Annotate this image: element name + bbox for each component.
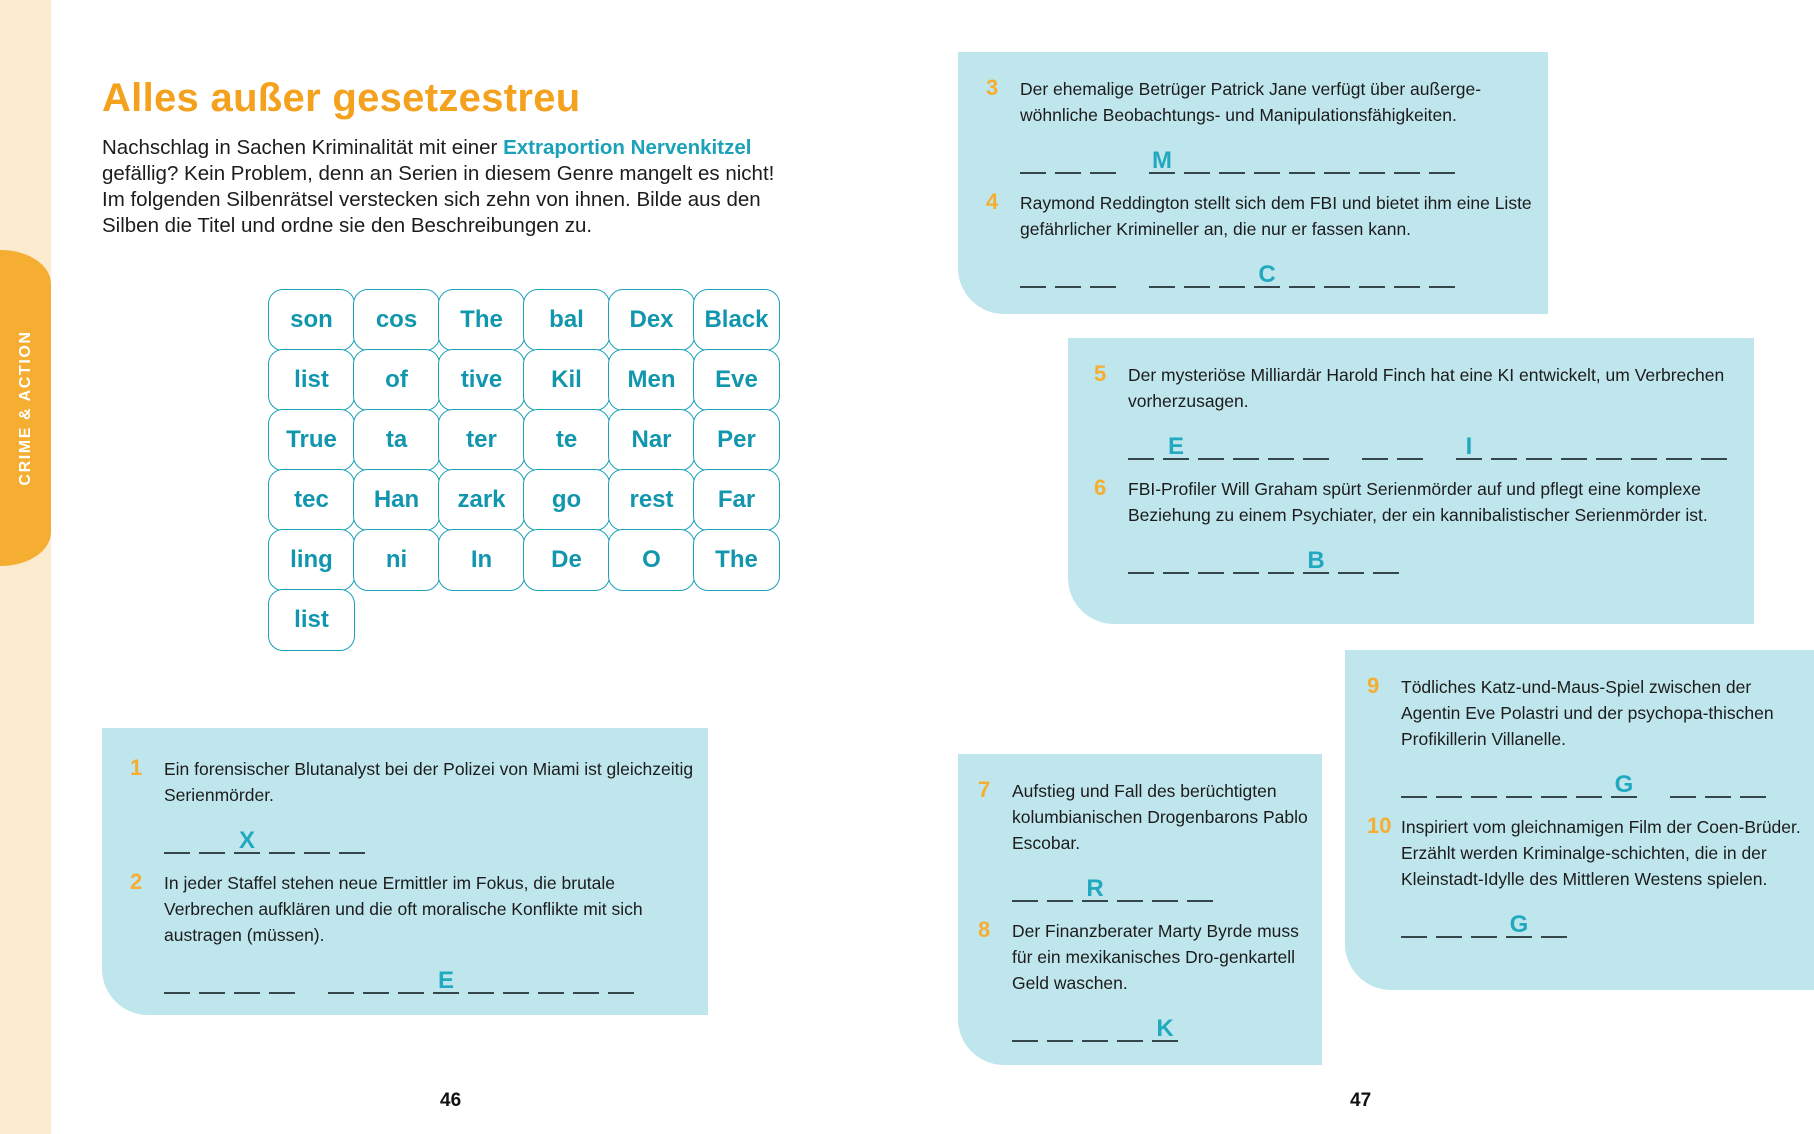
letter-blank[interactable] xyxy=(608,964,634,994)
hint-letter: G xyxy=(1509,911,1529,938)
syllable-tile[interactable]: go xyxy=(523,469,610,531)
syllable-tile[interactable]: tive xyxy=(438,349,525,411)
page-number-right: 47 xyxy=(1350,1090,1372,1111)
letter-blank[interactable] xyxy=(1740,768,1766,798)
answer-word xyxy=(1020,144,1125,174)
question-7 xyxy=(978,778,1322,902)
syllable-tile[interactable]: Nar xyxy=(608,409,695,471)
question-6 xyxy=(1094,476,1754,574)
question-number: 1 xyxy=(130,755,143,780)
syllable-grid xyxy=(269,290,779,650)
letter-blank[interactable] xyxy=(1373,544,1399,574)
letter-blank[interactable] xyxy=(1268,430,1294,460)
page-title: Alles außer gesetzestreu xyxy=(102,76,581,120)
answer-blanks xyxy=(1401,764,1814,798)
letter-blank[interactable] xyxy=(1020,258,1046,288)
letter-blank[interactable] xyxy=(1324,144,1350,174)
answer-blanks xyxy=(1012,868,1322,902)
letter-blank[interactable] xyxy=(1187,872,1213,902)
letter-blank[interactable] xyxy=(1701,430,1727,460)
letter-blank[interactable] xyxy=(1090,144,1116,174)
syllable-tile[interactable]: Kil xyxy=(523,349,610,411)
letter-blank[interactable] xyxy=(1362,430,1388,460)
letter-blank[interactable] xyxy=(1163,430,1189,460)
intro-text-start: Nachschlag in Sachen Kriminalität mit einer xyxy=(102,136,504,159)
page-edge-strip xyxy=(0,0,51,1134)
letter-blank[interactable] xyxy=(234,964,260,994)
intro-highlight: Extraportion Nervenkitzel xyxy=(503,136,752,159)
answer-blanks xyxy=(1020,254,1548,288)
letter-blank[interactable] xyxy=(1436,768,1462,798)
syllable-tile[interactable]: Per xyxy=(693,409,780,471)
answer-blanks xyxy=(1128,426,1754,460)
syllable-tile[interactable]: Black xyxy=(693,289,780,351)
answer-word xyxy=(1020,258,1125,288)
syllable-tile[interactable]: Men xyxy=(608,349,695,411)
question-number: 9 xyxy=(1367,673,1380,698)
letter-blank[interactable] xyxy=(468,964,494,994)
letter-blank[interactable] xyxy=(1117,1012,1143,1042)
letter-blank[interactable] xyxy=(1233,544,1259,574)
letter-blank[interactable] xyxy=(1429,144,1455,174)
page-number-left: 46 xyxy=(440,1090,462,1111)
question-card-9-10 xyxy=(1345,650,1814,990)
hint-letter: C xyxy=(1258,261,1276,288)
syllable-tile[interactable]: tec xyxy=(268,469,355,531)
syllable-tile[interactable]: zark xyxy=(438,469,525,531)
question-number: 6 xyxy=(1094,475,1107,500)
syllable-tile[interactable]: te xyxy=(523,409,610,471)
letter-blank[interactable] xyxy=(1219,258,1245,288)
letter-blank[interactable] xyxy=(538,964,564,994)
question-number: 3 xyxy=(986,75,999,100)
letter-blank[interactable] xyxy=(1082,872,1108,902)
question-number: 7 xyxy=(978,777,991,802)
letter-blank[interactable] xyxy=(1012,1012,1038,1042)
question-1 xyxy=(130,756,708,854)
question-card-3-4 xyxy=(958,52,1548,314)
letter-blank[interactable] xyxy=(199,964,225,994)
answer-word xyxy=(1670,768,1775,798)
answer-word xyxy=(164,824,374,854)
syllable-tile[interactable]: O xyxy=(608,529,695,591)
hint-letter: B xyxy=(1307,547,1325,574)
letter-blank[interactable] xyxy=(1471,908,1497,938)
syllable-tile[interactable]: De xyxy=(523,529,610,591)
letter-blank[interactable] xyxy=(1526,430,1552,460)
letter-blank[interactable] xyxy=(1491,430,1517,460)
syllable-tile[interactable]: Dex xyxy=(608,289,695,351)
letter-blank[interactable] xyxy=(1152,1012,1178,1042)
letter-blank[interactable] xyxy=(1184,144,1210,174)
letter-blank[interactable] xyxy=(1082,1012,1108,1042)
letter-blank[interactable] xyxy=(398,964,424,994)
letter-blank[interactable] xyxy=(1149,144,1175,174)
letter-blank[interactable] xyxy=(573,964,599,994)
answer-word xyxy=(1149,258,1464,288)
letter-blank[interactable] xyxy=(164,824,190,854)
letter-blank[interactable] xyxy=(1338,544,1364,574)
hint-letter: G xyxy=(1614,771,1634,798)
letter-blank[interactable] xyxy=(1149,258,1175,288)
letter-blank[interactable] xyxy=(1436,908,1462,938)
question-5 xyxy=(1094,362,1754,460)
question-text: Inspiriert vom gleichnamigen Film der Coen-Brüder. Erzählt werden Kriminalge-schichten, die in der Kleinstadt-Idylle des Mittleren Westens spielen. xyxy=(1401,817,1801,889)
letter-blank[interactable] xyxy=(328,964,354,994)
syllable-tile[interactable]: Far xyxy=(693,469,780,531)
letter-blank[interactable] xyxy=(1303,430,1329,460)
letter-blank[interactable] xyxy=(1506,768,1532,798)
question-4 xyxy=(986,190,1548,288)
letter-blank[interactable] xyxy=(1047,1012,1073,1042)
question-card-1-2 xyxy=(102,728,708,1015)
hint-letter: E xyxy=(437,967,454,994)
letter-blank[interactable] xyxy=(1020,144,1046,174)
syllable-tile[interactable]: list xyxy=(268,589,355,651)
letter-blank[interactable] xyxy=(269,964,295,994)
letter-blank[interactable] xyxy=(1233,430,1259,460)
letter-blank[interactable] xyxy=(1254,144,1280,174)
answer-word xyxy=(1401,908,1576,938)
letter-blank[interactable] xyxy=(1324,258,1350,288)
question-card-7-8 xyxy=(958,754,1322,1065)
letter-blank[interactable] xyxy=(1090,258,1116,288)
question-text: Raymond Reddington stellt sich dem FBI und bietet ihm eine Liste gefährlicher Krimineller an, die nur er fassen kann. xyxy=(1020,193,1532,239)
question-3 xyxy=(986,76,1548,174)
question-10 xyxy=(1367,814,1814,938)
letter-blank[interactable] xyxy=(1471,768,1497,798)
answer-blanks xyxy=(164,820,708,854)
syllable-tile[interactable]: cos xyxy=(353,289,440,351)
question-text: Ein forensischer Blutanalyst bei der Polizei von Miami ist gleichzeitig Serienmörder. xyxy=(164,759,694,805)
question-text: FBI-Profiler Will Graham spürt Serienmörder auf und pflegt eine komplexe Beziehung zu einem Psychiater, der ein kannibalistischer Serienmörder ist. xyxy=(1128,479,1708,525)
syllable-tile[interactable]: ter xyxy=(438,409,525,471)
letter-blank[interactable] xyxy=(1254,258,1280,288)
letter-blank[interactable] xyxy=(1055,258,1081,288)
letter-blank[interactable] xyxy=(1705,768,1731,798)
syllable-tile[interactable]: of xyxy=(353,349,440,411)
question-text: In jeder Staffel stehen neue Ermittler im Fokus, die brutale Verbrechen aufklären und die oft moralische Konflikte mit sich austragen (müssen). xyxy=(164,873,643,945)
answer-word xyxy=(1401,768,1646,798)
letter-blank[interactable] xyxy=(1359,258,1385,288)
syllable-tile[interactable]: In xyxy=(438,529,525,591)
letter-blank[interactable] xyxy=(1394,258,1420,288)
question-2 xyxy=(130,870,708,994)
syllable-tile[interactable]: ta xyxy=(353,409,440,471)
hint-letter: K xyxy=(1156,1015,1174,1042)
answer-word xyxy=(1362,430,1432,460)
section-tab-label: CRIME & ACTION xyxy=(16,330,34,486)
question-text: Der mysteriöse Milliardär Harold Finch hat eine KI entwickelt, um Verbrechen vorherzusagen. xyxy=(1128,365,1725,411)
answer-word xyxy=(1128,430,1338,460)
answer-blanks xyxy=(1128,540,1754,574)
answer-blanks xyxy=(1020,140,1548,174)
letter-blank[interactable] xyxy=(1666,430,1692,460)
answer-word xyxy=(1012,1012,1187,1042)
letter-blank[interactable] xyxy=(1289,258,1315,288)
question-text: Aufstieg und Fall des berüchtigten kolumbianischen Drogenbarons Pablo Escobar. xyxy=(1012,781,1308,853)
letter-blank[interactable] xyxy=(1219,144,1245,174)
letter-blank[interactable] xyxy=(1055,144,1081,174)
answer-word xyxy=(1128,544,1408,574)
section-tab xyxy=(0,250,51,566)
letter-blank[interactable] xyxy=(339,824,365,854)
letter-blank[interactable] xyxy=(199,824,225,854)
syllable-tile[interactable]: Han xyxy=(353,469,440,531)
letter-blank[interactable] xyxy=(269,824,295,854)
answer-word xyxy=(1456,430,1736,460)
letter-blank[interactable] xyxy=(1596,430,1622,460)
syllable-tile[interactable]: The xyxy=(438,289,525,351)
answer-word xyxy=(1012,872,1222,902)
syllable-tile[interactable]: The xyxy=(693,529,780,591)
letter-blank[interactable] xyxy=(1561,430,1587,460)
question-number: 4 xyxy=(986,189,999,214)
question-number: 2 xyxy=(130,869,143,894)
question-8 xyxy=(978,918,1322,1042)
letter-blank[interactable] xyxy=(1429,258,1455,288)
letter-blank[interactable] xyxy=(1152,872,1178,902)
question-card-5-6 xyxy=(1068,338,1754,624)
letter-blank[interactable] xyxy=(1047,872,1073,902)
letter-blank[interactable] xyxy=(234,824,260,854)
syllable-tile[interactable]: son xyxy=(268,289,355,351)
letter-blank[interactable] xyxy=(1198,544,1224,574)
answer-blanks xyxy=(1401,904,1814,938)
question-number: 8 xyxy=(978,917,991,942)
letter-blank[interactable] xyxy=(1401,768,1427,798)
question-number: 10 xyxy=(1367,813,1392,838)
syllable-tile[interactable]: ling xyxy=(268,529,355,591)
hint-letter: R xyxy=(1086,875,1104,902)
letter-blank[interactable] xyxy=(433,964,459,994)
syllable-tile[interactable]: ni xyxy=(353,529,440,591)
letter-blank[interactable] xyxy=(1198,430,1224,460)
letter-blank[interactable] xyxy=(1128,544,1154,574)
answer-blanks xyxy=(1012,1008,1322,1042)
syllable-tile[interactable]: list xyxy=(268,349,355,411)
answer-word xyxy=(164,964,304,994)
intro-paragraph xyxy=(102,135,802,239)
hint-letter: M xyxy=(1152,147,1172,174)
letter-blank[interactable] xyxy=(1576,768,1602,798)
letter-blank[interactable] xyxy=(304,824,330,854)
syllable-tile[interactable]: True xyxy=(268,409,355,471)
letter-blank[interactable] xyxy=(1506,908,1532,938)
letter-blank[interactable] xyxy=(1541,768,1567,798)
letter-blank[interactable] xyxy=(1117,872,1143,902)
letter-blank[interactable] xyxy=(1394,144,1420,174)
syllable-tile[interactable]: Eve xyxy=(693,349,780,411)
letter-blank[interactable] xyxy=(1268,544,1294,574)
letter-blank[interactable] xyxy=(1184,258,1210,288)
syllable-tile[interactable]: bal xyxy=(523,289,610,351)
question-9 xyxy=(1367,674,1814,798)
letter-blank[interactable] xyxy=(1303,544,1329,574)
letter-blank[interactable] xyxy=(363,964,389,994)
letter-blank[interactable] xyxy=(1289,144,1315,174)
hint-letter: E xyxy=(1167,433,1184,460)
letter-blank[interactable] xyxy=(1012,872,1038,902)
question-number: 5 xyxy=(1094,361,1107,386)
letter-blank[interactable] xyxy=(1397,430,1423,460)
hint-letter: X xyxy=(238,827,255,854)
letter-blank[interactable] xyxy=(1359,144,1385,174)
answer-word xyxy=(328,964,643,994)
letter-blank[interactable] xyxy=(1611,768,1637,798)
intro-text-end: gefällig? Kein Problem, denn an Serien in diesem Genre mangelt es nicht! Im folgenden Silbenrätsel verstecken sich zehn von ihnen. Bilde aus den Silben die Titel und ordne sie den Beschreibungen zu. xyxy=(102,162,775,237)
syllable-tile[interactable]: rest xyxy=(608,469,695,531)
hint-letter: I xyxy=(1465,433,1473,460)
letter-blank[interactable] xyxy=(1456,430,1482,460)
question-text: Der Finanzberater Marty Byrde muss für ein mexikanisches Dro-genkartell Geld waschen. xyxy=(1012,921,1299,993)
letter-blank[interactable] xyxy=(1631,430,1657,460)
letter-blank[interactable] xyxy=(1128,430,1154,460)
letter-blank[interactable] xyxy=(1163,544,1189,574)
answer-blanks xyxy=(164,960,708,994)
question-text: Der ehemalige Betrüger Patrick Jane verfügt über außerge-wöhnliche Beobachtungs- und Manipulationsfähigkeiten. xyxy=(1020,79,1482,125)
letter-blank[interactable] xyxy=(164,964,190,994)
letter-blank[interactable] xyxy=(1541,908,1567,938)
question-text: Tödliches Katz-und-Maus-Spiel zwischen der Agentin Eve Polastri und der psychopa-thischen Profikillerin Villanelle. xyxy=(1401,677,1774,749)
letter-blank[interactable] xyxy=(1401,908,1427,938)
letter-blank[interactable] xyxy=(503,964,529,994)
answer-word xyxy=(1149,144,1464,174)
letter-blank[interactable] xyxy=(1670,768,1696,798)
